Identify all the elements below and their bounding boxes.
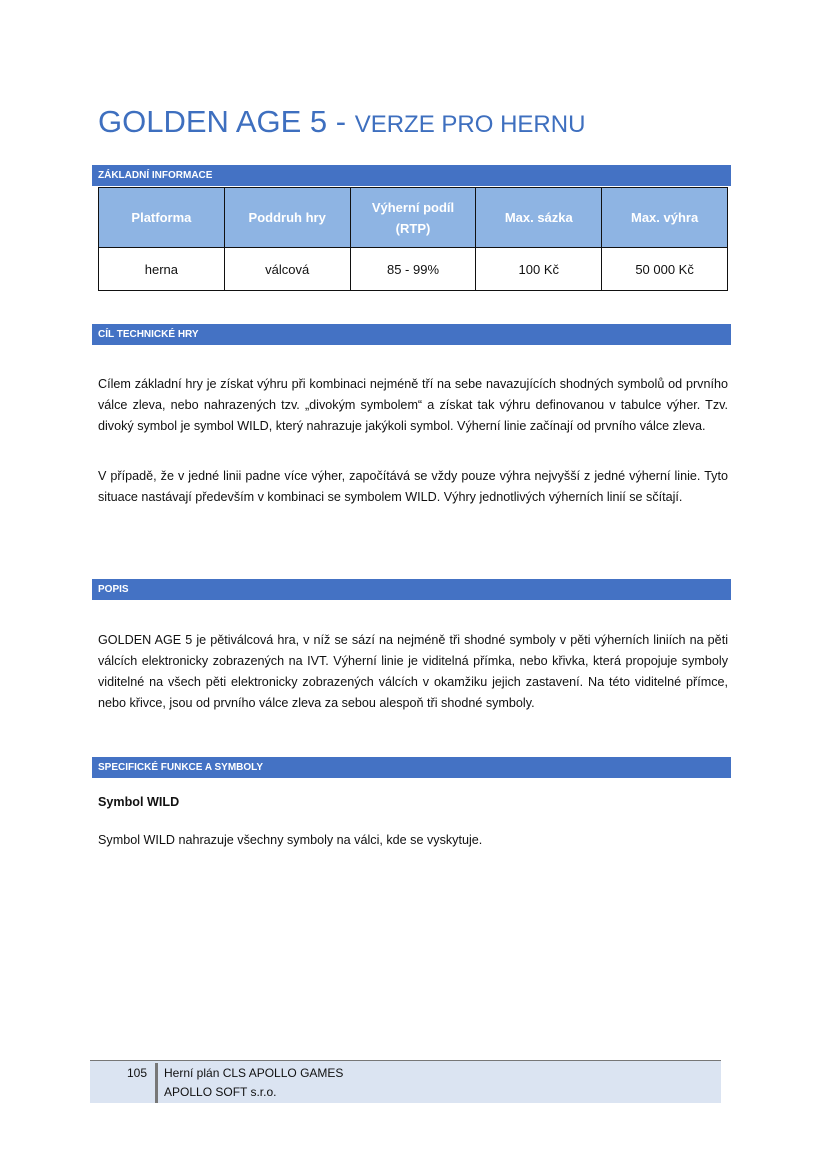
table-header-cell: Platforma xyxy=(99,188,225,248)
page-title-main: GOLDEN AGE 5 - xyxy=(98,104,355,139)
table-cell: 50 000 Kč xyxy=(602,248,728,291)
goal-paragraph-2: V případě, že v jedné linii padne více výher, započítává se vždy pouze výhra nejvyšší z jedné výherní linie. Tyto situace nastávají především v kombinaci se symbolem WILD. Výhry jednotlivých výherních linií se sčítají. xyxy=(98,469,728,504)
table-header-cell: Max. výhra xyxy=(602,188,728,248)
symbol-wild-text: Symbol WILD nahrazuje všechny symboly na válci, kde se vyskytuje. xyxy=(98,833,483,847)
table-header-cell: Poddruh hry xyxy=(224,188,350,248)
symbol-wild-heading: Symbol WILD xyxy=(98,795,180,809)
page-footer xyxy=(90,1060,721,1103)
basic-info-table xyxy=(98,187,728,291)
section-header-basic-info: ZÁKLADNÍ INFORMACE xyxy=(92,165,731,186)
table-header-cell: Výherní podíl (RTP) xyxy=(350,188,476,248)
table-row xyxy=(99,248,728,291)
description-paragraph: GOLDEN AGE 5 je pětiválcová hra, v níž se sází na nejméně tři shodné symboly v pěti výherních liniích na pěti válcích elektronicky zobrazených na IVT. Výherní linie je viditelná přímka, nebo křivka, která propojuje symboly viditelné na všech pěti elektronicky zobrazených válcích v okamžiku jejich zastavení. Na této viditelné přímce, nebo křivce, jsou od prvního válce zleva za sebou alespoň tři shodné symboly. xyxy=(98,633,728,710)
footer-divider xyxy=(155,1063,158,1103)
section-header-features: SPECIFICKÉ FUNKCE A SYMBOLY xyxy=(92,757,731,778)
table-header-row xyxy=(99,188,728,248)
table-cell: válcová xyxy=(224,248,350,291)
footer-line-2: APOLLO SOFT s.r.o. xyxy=(164,1085,277,1099)
table-cell: 85 - 99% xyxy=(350,248,476,291)
table-cell: 100 Kč xyxy=(476,248,602,291)
page-title-sub: VERZE PRO HERNU xyxy=(354,111,586,138)
footer-line-1: Herní plán CLS APOLLO GAMES xyxy=(164,1066,344,1080)
table-cell: herna xyxy=(99,248,225,291)
section-header-goal: CÍL TECHNICKÉ HRY xyxy=(92,324,731,345)
table-header-cell: Max. sázka xyxy=(476,188,602,248)
page-title xyxy=(98,104,585,140)
goal-paragraph-1: Cílem základní hry je získat výhru při kombinaci nejméně tří na sebe navazujících shodných symbolů od prvního válce zleva, nebo nahrazených tzv. „divokým symbolem“ a získat tak výhru definovanou v tabulce výher. Tzv. divoký symbol je symbol WILD, který nahrazuje jakýkoli symbol. Výherní linie začínají od prvního válce zleva. xyxy=(98,377,728,433)
section-header-description: POPIS xyxy=(92,579,731,600)
page-number: 105 xyxy=(126,1066,147,1080)
